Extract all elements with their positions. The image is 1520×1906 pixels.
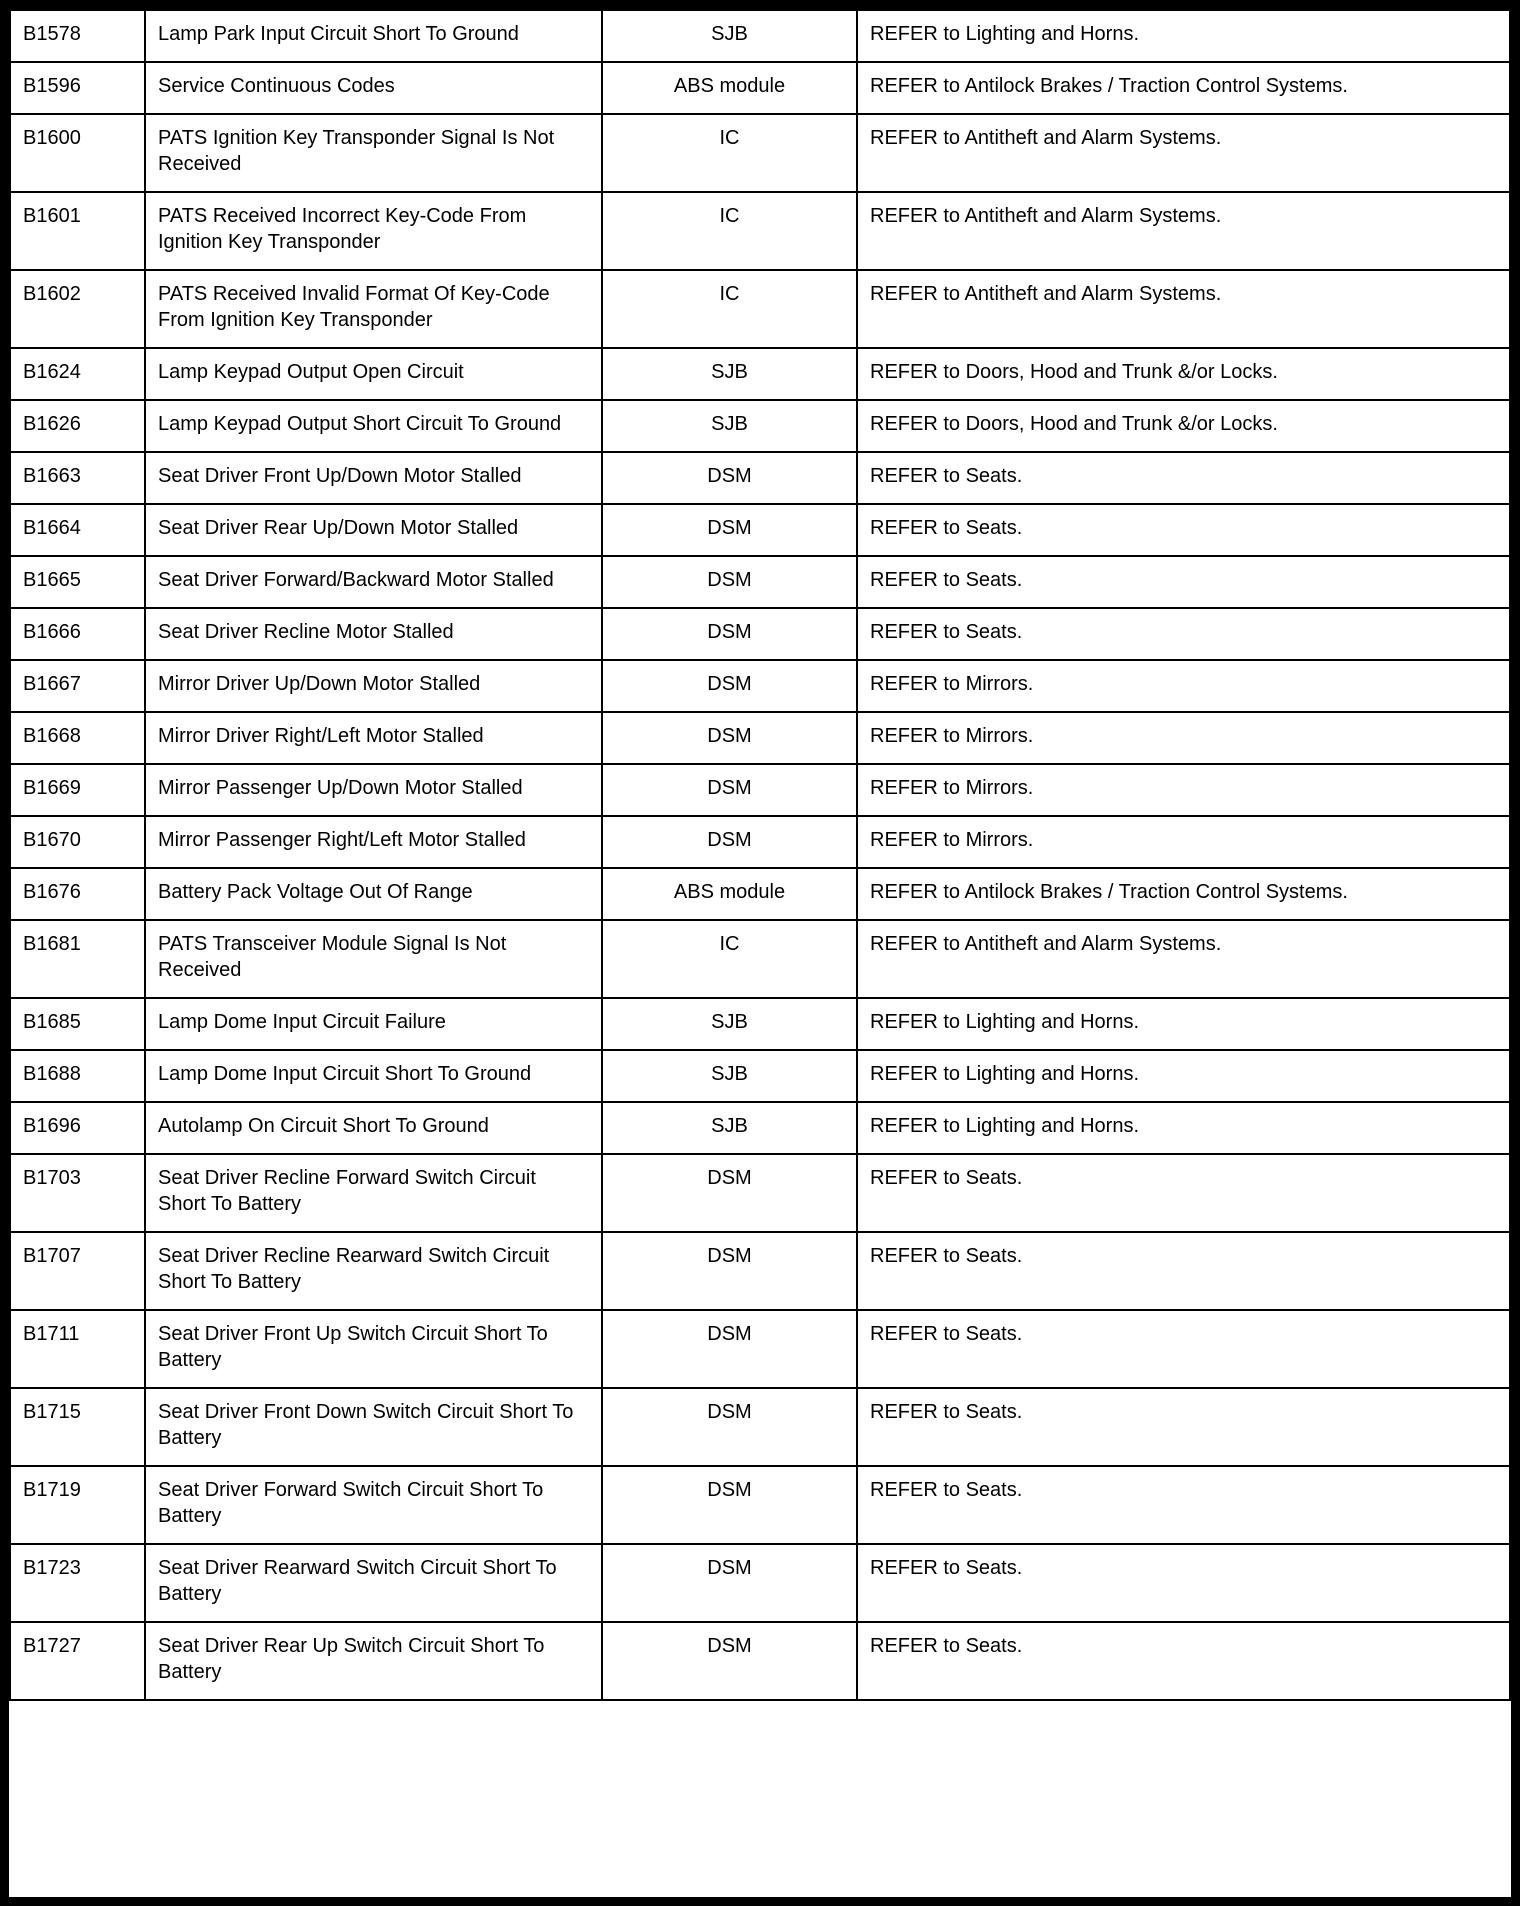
table-row bbox=[10, 816, 1510, 868]
dtc-code-cell: B1719 bbox=[10, 1466, 145, 1544]
dtc-description-cell: PATS Ignition Key Transponder Signal Is Not Received bbox=[145, 114, 602, 192]
dtc-module-cell: DSM bbox=[602, 556, 857, 608]
dtc-action-cell: REFER to Seats. bbox=[857, 1232, 1510, 1310]
dtc-module-cell: DSM bbox=[602, 1154, 857, 1232]
dtc-module-cell: IC bbox=[602, 270, 857, 348]
dtc-code-cell: B1681 bbox=[10, 920, 145, 998]
dtc-code-cell: B1600 bbox=[10, 114, 145, 192]
dtc-code-cell: B1663 bbox=[10, 452, 145, 504]
dtc-module-cell: IC bbox=[602, 114, 857, 192]
dtc-module-cell: DSM bbox=[602, 1466, 857, 1544]
dtc-action-cell: REFER to Mirrors. bbox=[857, 712, 1510, 764]
dtc-description-cell: Service Continuous Codes bbox=[145, 62, 602, 114]
table-row bbox=[10, 1154, 1510, 1232]
dtc-module-cell: DSM bbox=[602, 712, 857, 764]
dtc-code-cell: B1676 bbox=[10, 868, 145, 920]
dtc-action-cell: REFER to Lighting and Horns. bbox=[857, 1050, 1510, 1102]
dtc-code-cell: B1669 bbox=[10, 764, 145, 816]
dtc-code-cell: B1596 bbox=[10, 62, 145, 114]
dtc-code-cell: B1688 bbox=[10, 1050, 145, 1102]
dtc-module-cell: SJB bbox=[602, 998, 857, 1050]
table-row bbox=[10, 1388, 1510, 1466]
dtc-code-cell: B1601 bbox=[10, 192, 145, 270]
dtc-table bbox=[9, 9, 1511, 1701]
dtc-description-cell: Lamp Dome Input Circuit Short To Ground bbox=[145, 1050, 602, 1102]
table-row bbox=[10, 868, 1510, 920]
dtc-action-cell: REFER to Seats. bbox=[857, 452, 1510, 504]
table-row bbox=[10, 660, 1510, 712]
dtc-description-cell: Seat Driver Rear Up Switch Circuit Short To Battery bbox=[145, 1622, 602, 1700]
dtc-code-cell: B1665 bbox=[10, 556, 145, 608]
dtc-description-cell: PATS Received Invalid Format Of Key-Code From Ignition Key Transponder bbox=[145, 270, 602, 348]
dtc-action-cell: REFER to Lighting and Horns. bbox=[857, 10, 1510, 62]
dtc-description-cell: Mirror Driver Right/Left Motor Stalled bbox=[145, 712, 602, 764]
dtc-description-cell: Seat Driver Front Down Switch Circuit Short To Battery bbox=[145, 1388, 602, 1466]
dtc-code-cell: B1703 bbox=[10, 1154, 145, 1232]
dtc-action-cell: REFER to Mirrors. bbox=[857, 764, 1510, 816]
dtc-code-cell: B1696 bbox=[10, 1102, 145, 1154]
dtc-module-cell: DSM bbox=[602, 764, 857, 816]
dtc-code-cell: B1685 bbox=[10, 998, 145, 1050]
table-row bbox=[10, 556, 1510, 608]
table-row bbox=[10, 10, 1510, 62]
table-row bbox=[10, 1622, 1510, 1700]
dtc-module-cell: SJB bbox=[602, 348, 857, 400]
dtc-code-cell: B1670 bbox=[10, 816, 145, 868]
dtc-action-cell: REFER to Antitheft and Alarm Systems. bbox=[857, 920, 1510, 998]
dtc-code-cell: B1711 bbox=[10, 1310, 145, 1388]
table-row bbox=[10, 62, 1510, 114]
dtc-module-cell: ABS module bbox=[602, 62, 857, 114]
dtc-action-cell: REFER to Seats. bbox=[857, 1544, 1510, 1622]
dtc-code-cell: B1664 bbox=[10, 504, 145, 556]
dtc-description-cell: Mirror Passenger Up/Down Motor Stalled bbox=[145, 764, 602, 816]
dtc-module-cell: IC bbox=[602, 920, 857, 998]
dtc-code-cell: B1727 bbox=[10, 1622, 145, 1700]
table-row bbox=[10, 920, 1510, 998]
dtc-code-cell: B1602 bbox=[10, 270, 145, 348]
dtc-module-cell: DSM bbox=[602, 608, 857, 660]
dtc-action-cell: REFER to Lighting and Horns. bbox=[857, 998, 1510, 1050]
dtc-action-cell: REFER to Antilock Brakes / Traction Control Systems. bbox=[857, 62, 1510, 114]
dtc-description-cell: Seat Driver Front Up/Down Motor Stalled bbox=[145, 452, 602, 504]
dtc-description-cell: Lamp Dome Input Circuit Failure bbox=[145, 998, 602, 1050]
table-row bbox=[10, 348, 1510, 400]
dtc-module-cell: SJB bbox=[602, 400, 857, 452]
dtc-module-cell: DSM bbox=[602, 1622, 857, 1700]
table-row bbox=[10, 1466, 1510, 1544]
dtc-module-cell: SJB bbox=[602, 1050, 857, 1102]
dtc-code-cell: B1578 bbox=[10, 10, 145, 62]
dtc-description-cell: Seat Driver Recline Forward Switch Circuit Short To Battery bbox=[145, 1154, 602, 1232]
dtc-description-cell: Seat Driver Recline Rearward Switch Circuit Short To Battery bbox=[145, 1232, 602, 1310]
table-row bbox=[10, 712, 1510, 764]
dtc-action-cell: REFER to Mirrors. bbox=[857, 660, 1510, 712]
dtc-action-cell: REFER to Mirrors. bbox=[857, 816, 1510, 868]
table-row bbox=[10, 1544, 1510, 1622]
dtc-code-cell: B1715 bbox=[10, 1388, 145, 1466]
dtc-description-cell: Seat Driver Rearward Switch Circuit Short To Battery bbox=[145, 1544, 602, 1622]
dtc-description-cell: Battery Pack Voltage Out Of Range bbox=[145, 868, 602, 920]
table-row bbox=[10, 1102, 1510, 1154]
dtc-code-cell: B1666 bbox=[10, 608, 145, 660]
dtc-description-cell: PATS Received Incorrect Key-Code From Ignition Key Transponder bbox=[145, 192, 602, 270]
dtc-module-cell: SJB bbox=[602, 1102, 857, 1154]
dtc-description-cell: PATS Transceiver Module Signal Is Not Received bbox=[145, 920, 602, 998]
dtc-description-cell: Mirror Driver Up/Down Motor Stalled bbox=[145, 660, 602, 712]
dtc-action-cell: REFER to Antilock Brakes / Traction Control Systems. bbox=[857, 868, 1510, 920]
table-row bbox=[10, 1310, 1510, 1388]
dtc-action-cell: REFER to Seats. bbox=[857, 556, 1510, 608]
dtc-code-cell: B1723 bbox=[10, 1544, 145, 1622]
dtc-description-cell: Seat Driver Recline Motor Stalled bbox=[145, 608, 602, 660]
dtc-description-cell: Seat Driver Forward/Backward Motor Stalled bbox=[145, 556, 602, 608]
dtc-description-cell: Seat Driver Front Up Switch Circuit Short To Battery bbox=[145, 1310, 602, 1388]
table-row bbox=[10, 192, 1510, 270]
dtc-action-cell: REFER to Seats. bbox=[857, 1622, 1510, 1700]
dtc-action-cell: REFER to Seats. bbox=[857, 504, 1510, 556]
dtc-code-cell: B1668 bbox=[10, 712, 145, 764]
dtc-action-cell: REFER to Antitheft and Alarm Systems. bbox=[857, 114, 1510, 192]
dtc-module-cell: DSM bbox=[602, 660, 857, 712]
table-row bbox=[10, 608, 1510, 660]
dtc-action-cell: REFER to Seats. bbox=[857, 1466, 1510, 1544]
table-row bbox=[10, 270, 1510, 348]
dtc-action-cell: REFER to Seats. bbox=[857, 1154, 1510, 1232]
dtc-description-cell: Seat Driver Rear Up/Down Motor Stalled bbox=[145, 504, 602, 556]
dtc-code-cell: B1626 bbox=[10, 400, 145, 452]
dtc-code-cell: B1707 bbox=[10, 1232, 145, 1310]
dtc-module-cell: DSM bbox=[602, 1310, 857, 1388]
dtc-action-cell: REFER to Doors, Hood and Trunk &/or Locks. bbox=[857, 400, 1510, 452]
table-row bbox=[10, 452, 1510, 504]
dtc-action-cell: REFER to Seats. bbox=[857, 1310, 1510, 1388]
dtc-module-cell: DSM bbox=[602, 504, 857, 556]
dtc-description-cell: Lamp Park Input Circuit Short To Ground bbox=[145, 10, 602, 62]
table-row bbox=[10, 1050, 1510, 1102]
dtc-action-cell: REFER to Antitheft and Alarm Systems. bbox=[857, 270, 1510, 348]
dtc-module-cell: DSM bbox=[602, 1544, 857, 1622]
dtc-module-cell: DSM bbox=[602, 1232, 857, 1310]
dtc-module-cell: IC bbox=[602, 192, 857, 270]
dtc-description-cell: Seat Driver Forward Switch Circuit Short To Battery bbox=[145, 1466, 602, 1544]
dtc-description-cell: Lamp Keypad Output Open Circuit bbox=[145, 348, 602, 400]
dtc-action-cell: REFER to Antitheft and Alarm Systems. bbox=[857, 192, 1510, 270]
table-row bbox=[10, 400, 1510, 452]
dtc-action-cell: REFER to Seats. bbox=[857, 608, 1510, 660]
table-row bbox=[10, 998, 1510, 1050]
table-row bbox=[10, 114, 1510, 192]
dtc-module-cell: DSM bbox=[602, 452, 857, 504]
table-row bbox=[10, 504, 1510, 556]
dtc-action-cell: REFER to Lighting and Horns. bbox=[857, 1102, 1510, 1154]
dtc-code-cell: B1667 bbox=[10, 660, 145, 712]
table-row bbox=[10, 1232, 1510, 1310]
dtc-description-cell: Lamp Keypad Output Short Circuit To Ground bbox=[145, 400, 602, 452]
dtc-module-cell: SJB bbox=[602, 10, 857, 62]
dtc-description-cell: Autolamp On Circuit Short To Ground bbox=[145, 1102, 602, 1154]
dtc-action-cell: REFER to Doors, Hood and Trunk &/or Locks. bbox=[857, 348, 1510, 400]
table-row bbox=[10, 764, 1510, 816]
dtc-action-cell: REFER to Seats. bbox=[857, 1388, 1510, 1466]
dtc-module-cell: DSM bbox=[602, 816, 857, 868]
dtc-description-cell: Mirror Passenger Right/Left Motor Stalled bbox=[145, 816, 602, 868]
dtc-module-cell: DSM bbox=[602, 1388, 857, 1466]
dtc-table-body bbox=[10, 10, 1510, 1700]
dtc-code-cell: B1624 bbox=[10, 348, 145, 400]
dtc-module-cell: ABS module bbox=[602, 868, 857, 920]
